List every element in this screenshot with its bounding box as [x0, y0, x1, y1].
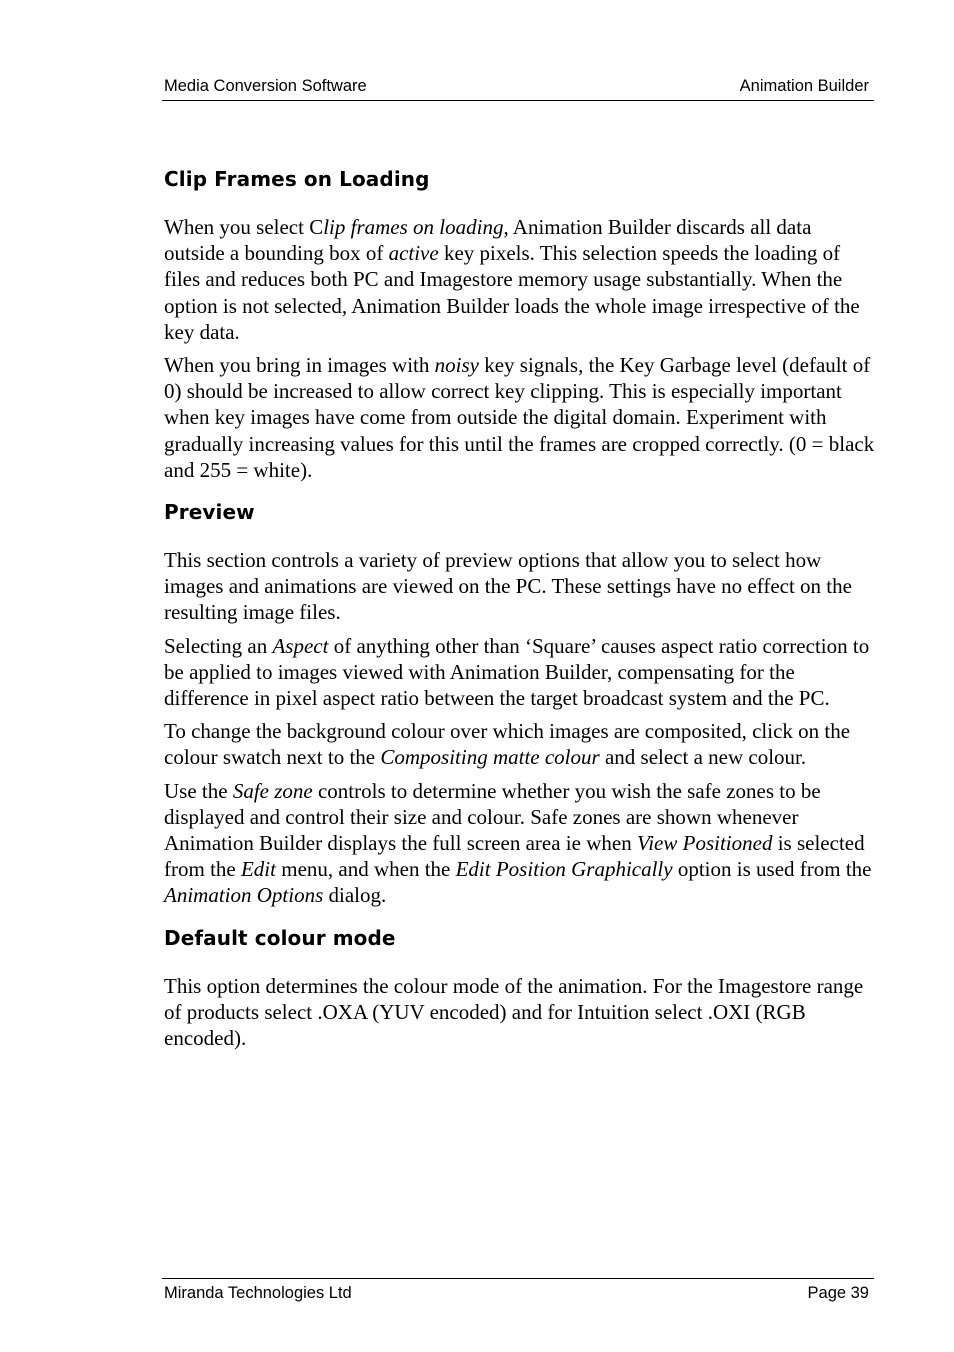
footer-company-name: Miranda Technologies Ltd — [164, 1284, 352, 1302]
page-number: Page 39 — [807, 1284, 869, 1302]
paragraph: When you select Clip frames on loading, Animation Builder discards all data outside a bounding box of active key pixels. This selection speeds the loading of files and reduces both PC and Imagestore memory usage substantially. When the option is not selected, Animation Builder loads the whole image irrespective of the key data. — [164, 215, 860, 344]
paragraph: Selecting an Aspect of anything other than ‘Square’ causes aspect ratio correction to be applied to images viewed with Animation Builder, compensating for the difference in pixel aspect ratio between the target broadcast system and the PC. — [164, 633, 870, 711]
section-heading-preview: Preview — [164, 500, 255, 525]
header-document-title: Media Conversion Software — [164, 77, 367, 95]
paragraph: This option determines the colour mode of the animation. For the Imagestore range of products select .OXA (YUV encoded) and for Intuition select .OXI (RGB encoded). — [164, 973, 864, 1051]
header-chapter-title: Animation Builder — [739, 77, 869, 95]
paragraph: This section controls a variety of preview options that allow you to select how images and animations are viewed on the PC. These settings have no effect on the resulting image files. — [164, 548, 852, 625]
page-header — [162, 74, 874, 101]
page-footer — [162, 1278, 874, 1309]
paragraph: Use the Safe zone controls to determine whether you wish the safe zones to be displayed and control their size and colour. Safe zones are shown whenever Animation Builder displays the full screen area ie when View Positioned is selected from the Edit menu, and when the Edit Position Graphically option is used from the Animation Options dialog. — [164, 778, 872, 908]
paragraph: When you bring in images with noisy key signals, the Key Garbage level (default of 0) should be increased to allow correct key clipping. This is especially important when key images have come from outside the digital domain. Experiment with gradually increasing values for this until the frames are cropped correctly. (0 = black and 255 = white). — [164, 353, 875, 482]
section-heading-default-colour-mode: Default colour mode — [164, 925, 396, 950]
page-body — [164, 164, 876, 1051]
section-heading-clip-frames: Clip Frames on Loading — [164, 167, 430, 191]
paragraph: To change the background colour over which images are composited, click on the colour swatch next to the Compositing matte colour and select a new colour. — [164, 719, 851, 770]
